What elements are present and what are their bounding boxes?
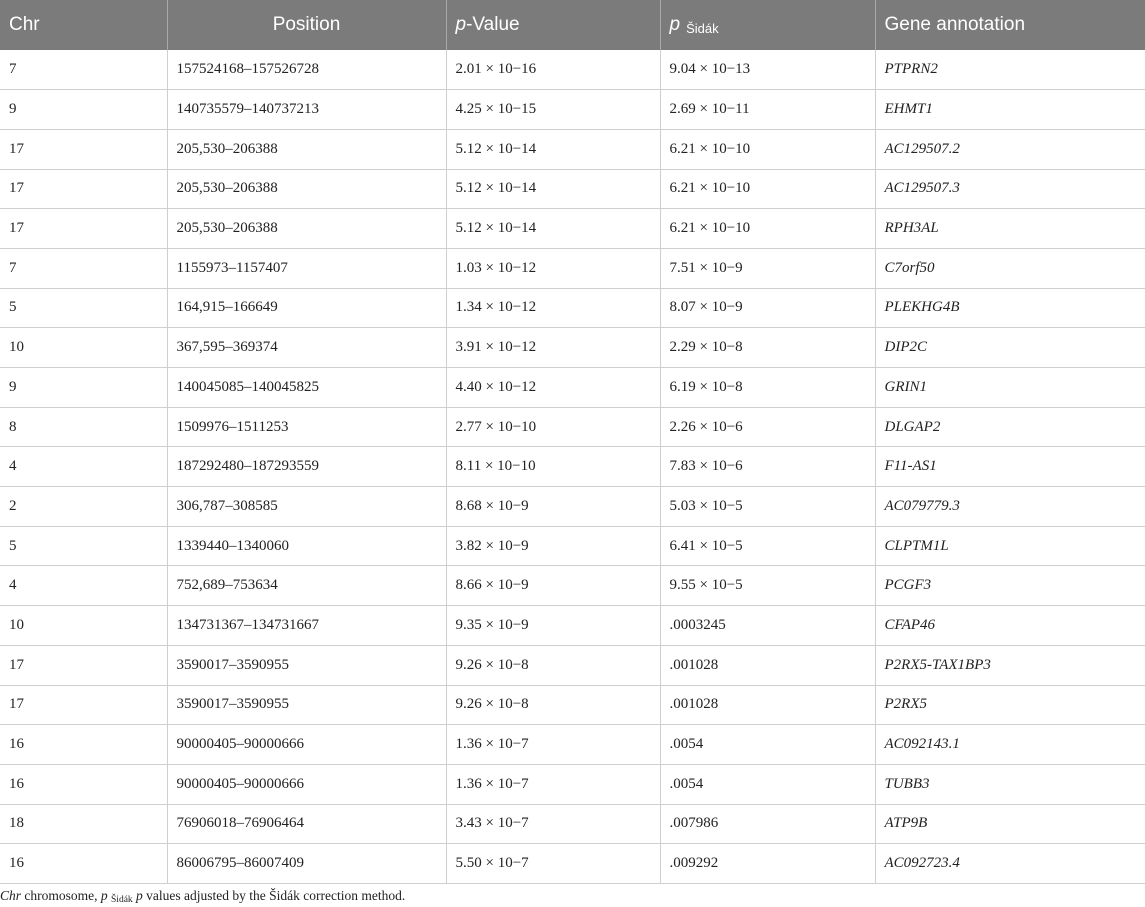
- cell-position: 1509976–1511253: [167, 407, 446, 447]
- cell-gene: CFAP46: [875, 606, 1145, 646]
- table-row: [0, 209, 1145, 249]
- cell-pvalue: 3.43 × 10−7: [446, 804, 660, 844]
- cell-pvalue: 3.82 × 10−9: [446, 526, 660, 566]
- cell-psidak: 5.03 × 10−5: [660, 487, 875, 527]
- cell-chr: 9: [0, 368, 167, 408]
- cell-chr: 17: [0, 645, 167, 685]
- footnote-rest: values adjusted by the Šidák correction method.: [142, 888, 406, 903]
- cell-pvalue: 4.25 × 10−15: [446, 90, 660, 130]
- cell-gene: PLEKHG4B: [875, 288, 1145, 328]
- cell-psidak: 9.04 × 10−13: [660, 50, 875, 90]
- header-psidak: [660, 0, 875, 50]
- cell-psidak: 2.29 × 10−8: [660, 328, 875, 368]
- table-row: [0, 764, 1145, 804]
- table-row: [0, 129, 1145, 169]
- cell-position: 187292480–187293559: [167, 447, 446, 487]
- cell-gene: AC092723.4: [875, 844, 1145, 884]
- cell-position: 205,530–206388: [167, 209, 446, 249]
- cell-gene: C7orf50: [875, 248, 1145, 288]
- table-row: [0, 844, 1145, 884]
- header-gene: Gene annotation: [875, 0, 1145, 50]
- cell-gene: GRIN1: [875, 368, 1145, 408]
- cell-gene: TUBB3: [875, 764, 1145, 804]
- cell-psidak: .001028: [660, 685, 875, 725]
- cell-gene: P2RX5-TAX1BP3: [875, 645, 1145, 685]
- cell-gene: PCGF3: [875, 566, 1145, 606]
- footnote-p: p: [100, 888, 108, 903]
- cell-pvalue: 5.12 × 10−14: [446, 209, 660, 249]
- header-psidak-p: p: [669, 14, 681, 35]
- cell-chr: 8: [0, 407, 167, 447]
- cell-chr: 16: [0, 764, 167, 804]
- cell-pvalue: 1.36 × 10−7: [446, 764, 660, 804]
- cell-gene: CLPTM1L: [875, 526, 1145, 566]
- header-pvalue-p: p: [455, 14, 467, 35]
- header-chr: Chr: [9, 14, 40, 35]
- cell-pvalue: 2.77 × 10−10: [446, 407, 660, 447]
- cell-psidak: 6.21 × 10−10: [660, 129, 875, 169]
- table-row: [0, 248, 1145, 288]
- cell-position: 164,915–166649: [167, 288, 446, 328]
- cell-position: 1339440–1340060: [167, 526, 446, 566]
- cell-psidak: .007986: [660, 804, 875, 844]
- table-row: [0, 487, 1145, 527]
- cell-pvalue: 9.26 × 10−8: [446, 645, 660, 685]
- cell-chr: 17: [0, 685, 167, 725]
- cell-psidak: 6.21 × 10−10: [660, 209, 875, 249]
- cell-gene: F11-AS1: [875, 447, 1145, 487]
- cell-position: 86006795–86007409: [167, 844, 446, 884]
- cell-psidak: .0054: [660, 764, 875, 804]
- cell-gene: DIP2C: [875, 328, 1145, 368]
- cell-psidak: 8.07 × 10−9: [660, 288, 875, 328]
- cell-position: 205,530–206388: [167, 169, 446, 209]
- cell-psidak: 9.55 × 10−5: [660, 566, 875, 606]
- cell-pvalue: 1.03 × 10−12: [446, 248, 660, 288]
- table-row: [0, 368, 1145, 408]
- header-position: Position: [167, 0, 446, 50]
- cell-chr: 7: [0, 50, 167, 90]
- cell-chr: 4: [0, 566, 167, 606]
- footnote-sidak: Šidák: [111, 895, 133, 905]
- cell-chr: 2: [0, 487, 167, 527]
- cell-gene: DLGAP2: [875, 407, 1145, 447]
- cell-pvalue: 8.11 × 10−10: [446, 447, 660, 487]
- cell-position: 3590017–3590955: [167, 645, 446, 685]
- cell-position: 306,787–308585: [167, 487, 446, 527]
- table-footnote: [0, 888, 405, 905]
- table-row: [0, 566, 1145, 606]
- header-pvalue: [446, 0, 660, 50]
- cell-pvalue: 9.35 × 10−9: [446, 606, 660, 646]
- cell-position: 157524168–157526728: [167, 50, 446, 90]
- cell-psidak: 6.19 × 10−8: [660, 368, 875, 408]
- cell-pvalue: 9.26 × 10−8: [446, 685, 660, 725]
- header-psidak-sub: Šidák: [686, 21, 719, 36]
- cell-gene: EHMT1: [875, 90, 1145, 130]
- cell-chr: 9: [0, 90, 167, 130]
- table-row: [0, 50, 1145, 90]
- cell-pvalue: 1.34 × 10−12: [446, 288, 660, 328]
- cell-chr: 16: [0, 844, 167, 884]
- cell-psidak: 7.51 × 10−9: [660, 248, 875, 288]
- cell-psidak: 2.26 × 10−6: [660, 407, 875, 447]
- table-row: [0, 685, 1145, 725]
- table-row: [0, 328, 1145, 368]
- cell-position: 1155973–1157407: [167, 248, 446, 288]
- table-body: [0, 50, 1145, 883]
- cell-chr: 17: [0, 129, 167, 169]
- cell-position: 90000405–90000666: [167, 764, 446, 804]
- cell-psidak: .0003245: [660, 606, 875, 646]
- cell-pvalue: 8.68 × 10−9: [446, 487, 660, 527]
- cell-psidak: 6.41 × 10−5: [660, 526, 875, 566]
- cell-chr: 10: [0, 606, 167, 646]
- table-row: [0, 407, 1145, 447]
- cell-position: 752,689–753634: [167, 566, 446, 606]
- cell-position: 90000405–90000666: [167, 725, 446, 765]
- cell-pvalue: 8.66 × 10−9: [446, 566, 660, 606]
- cell-psidak: 7.83 × 10−6: [660, 447, 875, 487]
- cell-position: 3590017–3590955: [167, 685, 446, 725]
- table-row: [0, 725, 1145, 765]
- cell-chr: 16: [0, 725, 167, 765]
- cell-pvalue: 5.12 × 10−14: [446, 129, 660, 169]
- cell-chr: 17: [0, 169, 167, 209]
- cell-position: 367,595–369374: [167, 328, 446, 368]
- cell-chr: 10: [0, 328, 167, 368]
- cell-chr: 17: [0, 209, 167, 249]
- table-row: [0, 90, 1145, 130]
- cell-position: 140735579–140737213: [167, 90, 446, 130]
- cell-psidak: .0054: [660, 725, 875, 765]
- cell-psidak: 6.21 × 10−10: [660, 169, 875, 209]
- cell-position: 76906018–76906464: [167, 804, 446, 844]
- table-row: [0, 645, 1145, 685]
- table-row: [0, 804, 1145, 844]
- cell-pvalue: 3.91 × 10−12: [446, 328, 660, 368]
- cell-gene: P2RX5: [875, 685, 1145, 725]
- cell-gene: AC129507.2: [875, 129, 1145, 169]
- cell-pvalue: 2.01 × 10−16: [446, 50, 660, 90]
- cell-pvalue: 1.36 × 10−7: [446, 725, 660, 765]
- cell-position: 134731367–134731667: [167, 606, 446, 646]
- table-row: [0, 288, 1145, 328]
- cell-chr: 5: [0, 288, 167, 328]
- cell-psidak: 2.69 × 10−11: [660, 90, 875, 130]
- cell-gene: RPH3AL: [875, 209, 1145, 249]
- footnote-p2: p: [136, 888, 143, 903]
- footnote-chr-abbr: Chr: [0, 888, 22, 903]
- cell-gene: AC092143.1: [875, 725, 1145, 765]
- footnote-chr-text: chromosome,: [21, 888, 101, 903]
- cell-gene: ATP9B: [875, 804, 1145, 844]
- table-header-row: [0, 0, 1145, 50]
- cell-position: 205,530–206388: [167, 129, 446, 169]
- cell-chr: 4: [0, 447, 167, 487]
- cell-pvalue: 4.40 × 10−12: [446, 368, 660, 408]
- cell-gene: PTPRN2: [875, 50, 1145, 90]
- cell-psidak: .001028: [660, 645, 875, 685]
- table-row: [0, 606, 1145, 646]
- table-row: [0, 526, 1145, 566]
- cell-gene: AC079779.3: [875, 487, 1145, 527]
- cell-gene: AC129507.3: [875, 169, 1145, 209]
- cell-chr: 18: [0, 804, 167, 844]
- cell-chr: 7: [0, 248, 167, 288]
- table-row: [0, 169, 1145, 209]
- table-row: [0, 447, 1145, 487]
- cell-position: 140045085–140045825: [167, 368, 446, 408]
- cell-pvalue: 5.50 × 10−7: [446, 844, 660, 884]
- cell-chr: 5: [0, 526, 167, 566]
- cell-psidak: .009292: [660, 844, 875, 884]
- header-pvalue-rest: -Value: [466, 14, 520, 35]
- cell-pvalue: 5.12 × 10−14: [446, 169, 660, 209]
